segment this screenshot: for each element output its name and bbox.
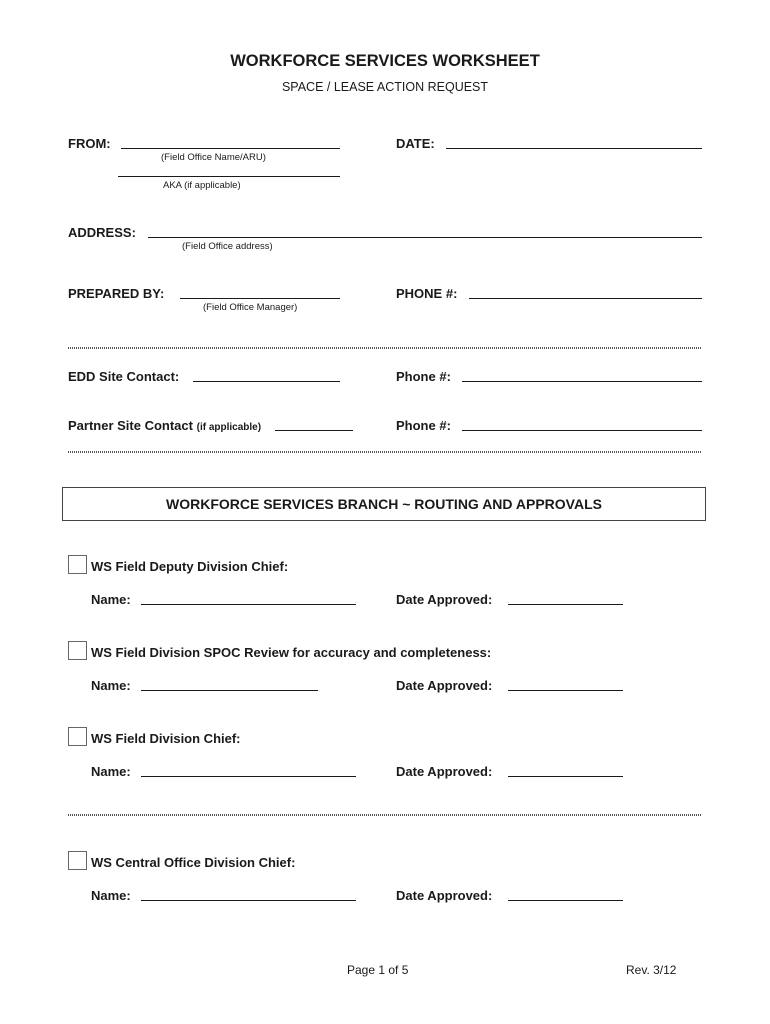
approval-item-label: WS Field Deputy Division Chief: — [91, 559, 289, 574]
date-label: DATE: — [396, 136, 435, 151]
name-label: Name: — [91, 678, 131, 693]
approval-checkbox[interactable] — [68, 727, 87, 746]
prepared-by-field[interactable] — [180, 298, 340, 299]
prepared-by-label: PREPARED BY: — [68, 286, 165, 301]
edd-contact-field[interactable] — [193, 381, 340, 382]
partner-contact-label — [68, 418, 261, 433]
date-approved-field[interactable] — [508, 604, 623, 605]
date-field[interactable] — [446, 148, 702, 149]
dotted-divider — [68, 347, 702, 349]
approval-checkbox[interactable] — [68, 851, 87, 870]
address-label: ADDRESS: — [68, 225, 136, 240]
revision-label: Rev. 3/12 — [626, 963, 677, 977]
name-field[interactable] — [141, 776, 356, 777]
approval-item-label: WS Central Office Division Chief: — [91, 855, 296, 870]
partner-phone-field[interactable] — [462, 430, 702, 431]
date-approved-field[interactable] — [508, 776, 623, 777]
page-title: WORKFORCE SERVICES WORKSHEET — [230, 52, 540, 70]
approval-item-label: WS Field Division SPOC Review for accuracy and completeness: — [91, 645, 492, 660]
edd-phone-label: Phone #: — [396, 369, 451, 384]
approval-checkbox[interactable] — [68, 641, 87, 660]
name-label: Name: — [91, 888, 131, 903]
dotted-divider — [68, 451, 702, 453]
partner-contact-text: Partner Site Contact — [68, 418, 193, 433]
from-label: FROM: — [68, 136, 111, 151]
address-hint: (Field Office address) — [182, 241, 273, 252]
approval-item-label: WS Field Division Chief: — [91, 731, 241, 746]
phone-field[interactable] — [469, 298, 702, 299]
date-approved-label: Date Approved: — [396, 678, 493, 693]
name-field[interactable] — [141, 690, 318, 691]
from-field[interactable] — [121, 148, 340, 149]
dotted-divider — [68, 814, 702, 816]
from-hint-office-name: (Field Office Name/ARU) — [161, 152, 266, 163]
name-field[interactable] — [141, 604, 356, 605]
date-approved-label: Date Approved: — [396, 592, 493, 607]
aka-field[interactable] — [118, 176, 340, 177]
date-approved-field[interactable] — [508, 690, 623, 691]
phone-label: PHONE #: — [396, 286, 458, 301]
page-subtitle: SPACE / LEASE ACTION REQUEST — [281, 80, 489, 94]
edd-phone-field[interactable] — [462, 381, 702, 382]
name-label: Name: — [91, 592, 131, 607]
address-field[interactable] — [148, 237, 702, 238]
approval-checkbox[interactable] — [68, 555, 87, 574]
date-approved-label: Date Approved: — [396, 764, 493, 779]
from-hint-aka: AKA (if applicable) — [163, 180, 241, 191]
name-label: Name: — [91, 764, 131, 779]
date-approved-label: Date Approved: — [396, 888, 493, 903]
name-field[interactable] — [141, 900, 356, 901]
page-number: Page 1 of 5 — [347, 963, 409, 977]
partner-contact-field[interactable] — [275, 430, 353, 431]
routing-heading: WORKFORCE SERVICES BRANCH ~ ROUTING AND APPROVALS — [62, 487, 706, 521]
partner-phone-label: Phone #: — [396, 418, 451, 433]
prepared-by-hint: (Field Office Manager) — [203, 302, 298, 313]
edd-contact-label: EDD Site Contact: — [68, 369, 180, 384]
date-approved-field[interactable] — [508, 900, 623, 901]
partner-contact-qualifier: (if applicable) — [196, 422, 262, 433]
